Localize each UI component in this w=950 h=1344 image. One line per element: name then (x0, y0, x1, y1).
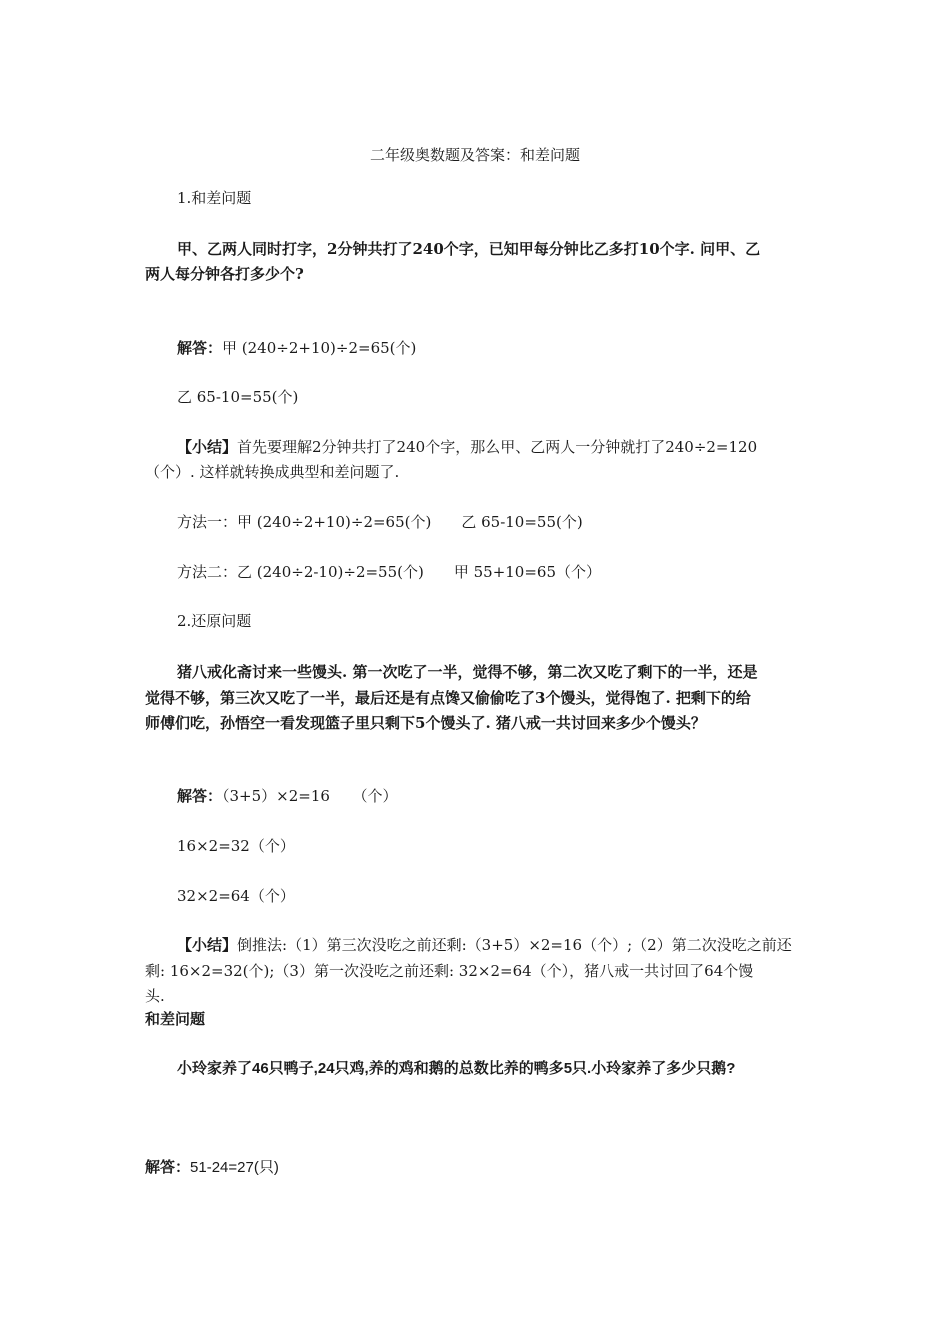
method-2-part-b: 甲 55+10=65（个） (453, 563, 602, 581)
section-2-answer-line-1 (177, 786, 397, 806)
section-1-question-line-2: 两人每分钟各打多少个? (145, 265, 304, 283)
answer-text: （3+5）×2=16 （个） (222, 787, 398, 805)
section-1-answer-line-1 (177, 338, 416, 358)
section-2-summary-line-2: 剩: 16×2=32(个);（3）第一次没吃之前还剩: 32×2=64（个），猪八戒一共讨回了64个馒 (145, 962, 754, 980)
method-1-part-b: 乙 65-10=55(个) (461, 513, 583, 531)
section-2-summary-line-1 (177, 935, 792, 955)
section-2-summary-line-3: 头. (145, 987, 165, 1005)
answer-label: 解答： (177, 787, 223, 805)
section-1-method-2 (177, 562, 601, 582)
summary-text: 倒推法:（1）第三次没吃之前还剩:（3+5）×2=16（个）;（2）第二次没吃之前还 (237, 936, 792, 954)
section-2-question-line-1: 猪八戒化斋讨来一些馒头. 第一次吃了一半，觉得不够，第二次又吃了剩下的一半，还是 (177, 663, 758, 681)
answer-text: 51-24=27(只) (190, 1159, 279, 1176)
summary-label: 【小结】 (177, 936, 238, 954)
section-1-summary-line-2: （个）. 这样就转换成典型和差问题了. (145, 463, 400, 481)
method-1-part-a: 方法一：甲 (240÷2+10)÷2=65(个) (177, 513, 432, 531)
section-3-answer (145, 1158, 279, 1178)
answer-text: 甲 (240÷2+10)÷2=65(个) (222, 339, 417, 357)
section-2-question-line-3: 师傅们吃，孙悟空一看发现篮子里只剩下5个馒头了. 猪八戒一共讨回来多少个馒头？ (145, 714, 706, 732)
summary-text: 首先要理解2分钟共打了240个字，那么甲、乙两人一分钟就打了240÷2=120 (237, 438, 758, 456)
section-1-method-1 (177, 512, 583, 532)
section-1-summary-line-1 (177, 437, 757, 457)
section-3-heading: 和差问题 (145, 1011, 206, 1028)
method-2-part-a: 方法二：乙 (240÷2-10)÷2=55(个) (177, 563, 424, 581)
section-3-question: 小玲家养了46只鸭子,24只鸡,养的鸡和鹅的总数比养的鸭多5只.小玲家养了多少只鹅? (177, 1060, 736, 1077)
answer-label: 解答： (177, 339, 223, 357)
section-1-question-line-1: 甲、乙两人同时打字，2分钟共打了240个字，已知甲每分钟比乙多打10个字. 问甲、乙 (177, 240, 761, 258)
section-2-heading: 2.还原问题 (177, 612, 252, 630)
section-1-heading: 1.和差问题 (177, 189, 252, 207)
section-2-question-line-2: 觉得不够，第三次又吃了一半，最后还是有点馋又偷偷吃了3个馒头，觉得饱了. 把剩下的给 (145, 689, 751, 707)
document-title: 二年级奥数题及答案：和差问题 (369, 146, 580, 164)
answer-label: 解答： (145, 1159, 191, 1176)
section-2-answer-line-3: 32×2=64（个） (177, 887, 295, 905)
section-2-answer-line-2: 16×2=32（个） (177, 837, 295, 855)
section-1-answer-line-2: 乙 65-10=55(个) (177, 388, 299, 406)
summary-label: 【小结】 (177, 438, 238, 456)
